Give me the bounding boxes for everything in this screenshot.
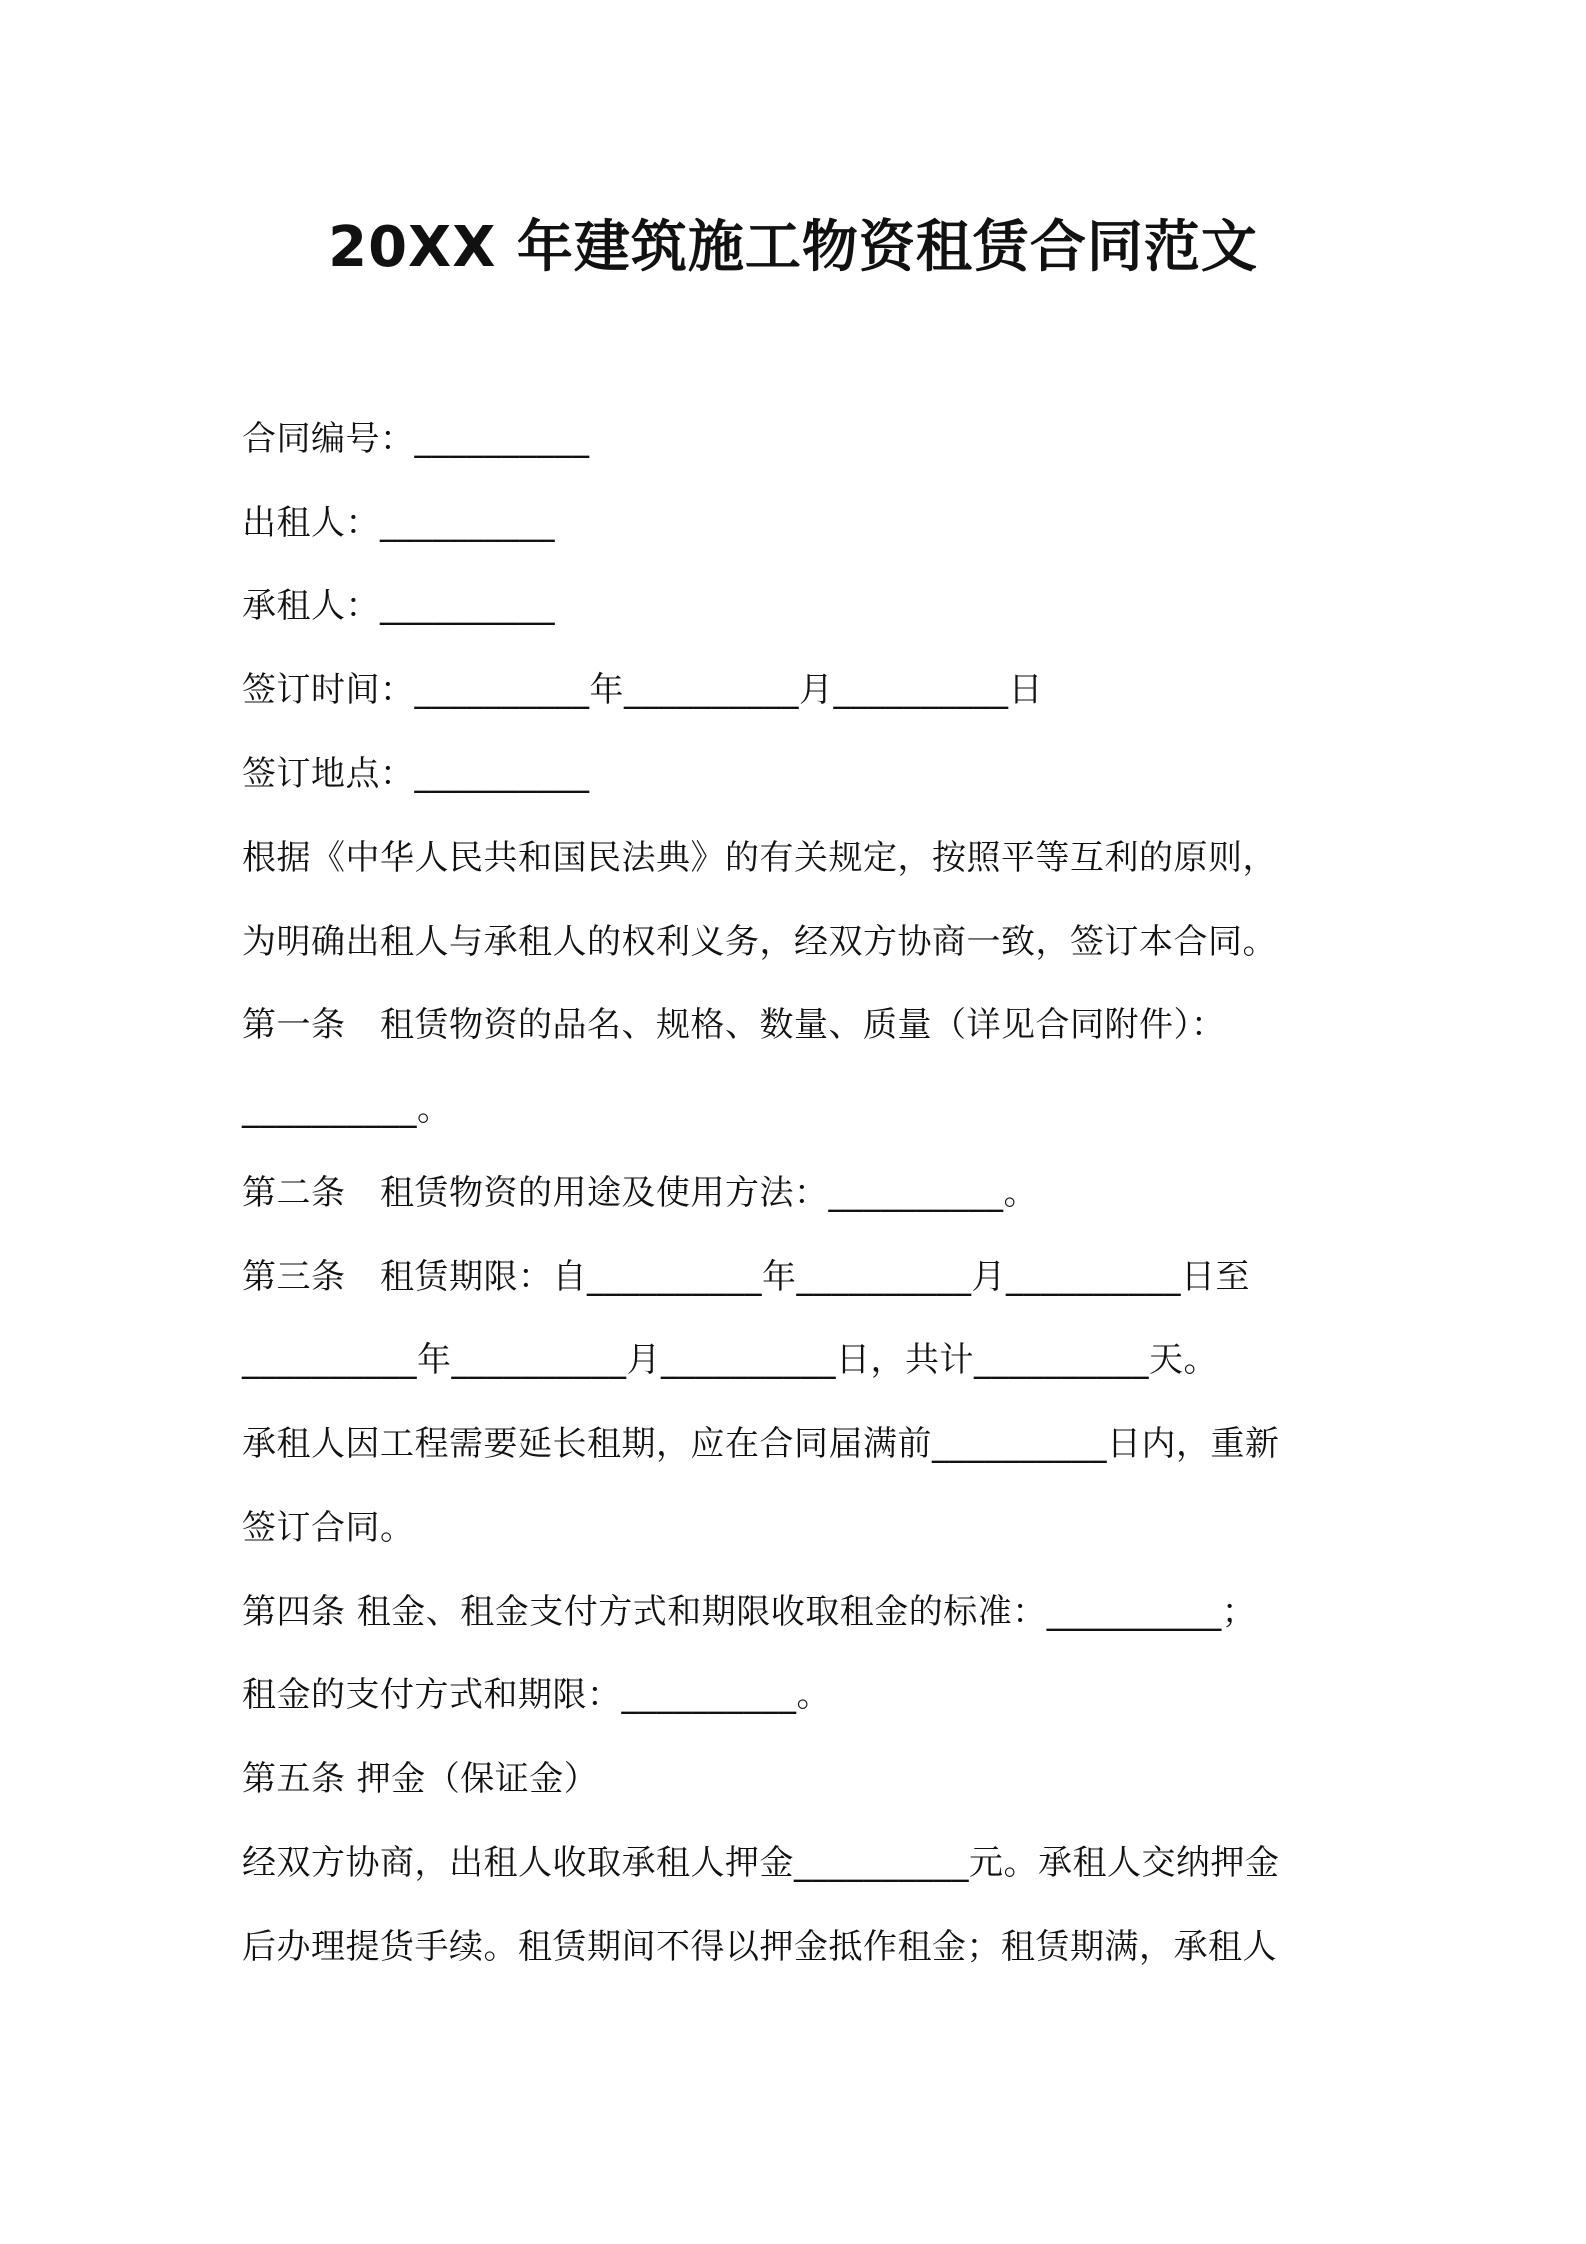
article-3-line-3: 承租人因工程需要延长租期，应在合同届满前__________日内，重新 xyxy=(242,1424,1280,1464)
article-5-line-2: 后办理提货手续。租赁期间不得以押金抵作租金；租赁期满，承租人 xyxy=(242,1927,1277,1967)
contract-number-line: 合同编号：__________ xyxy=(242,419,590,459)
signing-place-line: 签订地点：__________ xyxy=(242,754,590,794)
article-3-line-1: 第三条 租赁期限：自__________年__________月__________日至 xyxy=(242,1257,1250,1297)
article-3-line-4: 签订合同。 xyxy=(242,1508,415,1548)
signing-date-line: 签订时间：__________年__________月__________日 xyxy=(242,670,1043,710)
article-1-line-2: __________。 xyxy=(242,1089,452,1129)
article-5-line-1: 经双方协商，出租人收取承租人押金__________元。承租人交纳押金 xyxy=(242,1843,1280,1883)
article-2-line: 第二条 租赁物资的用途及使用方法：__________。 xyxy=(242,1173,1038,1213)
lessee-line: 承租人：__________ xyxy=(242,586,555,626)
preamble-line-1: 根据《中华人民共和国民法典》的有关规定，按照平等互利的原则， xyxy=(242,838,1277,878)
lessor-line: 出租人：__________ xyxy=(242,503,555,543)
preamble-line-2: 为明确出租人与承租人的权利义务，经双方协商一致，签订本合同。 xyxy=(242,922,1277,962)
article-4-line-1: 第四条 租金、租金支付方式和期限收取租金的标准：__________； xyxy=(242,1592,1257,1632)
article-1-line-1: 第一条 租赁物资的品名、规格、数量、质量（详见合同附件）： xyxy=(242,1005,1226,1045)
article-5-heading: 第五条 押金（保证金） xyxy=(242,1759,599,1799)
article-3-line-2: __________年__________月__________日，共计__________天。 xyxy=(242,1340,1218,1380)
article-4-line-2: 租金的支付方式和期限：__________。 xyxy=(242,1675,831,1715)
document-title: 20XX 年建筑施工物资租赁合同范文 xyxy=(328,215,1258,280)
